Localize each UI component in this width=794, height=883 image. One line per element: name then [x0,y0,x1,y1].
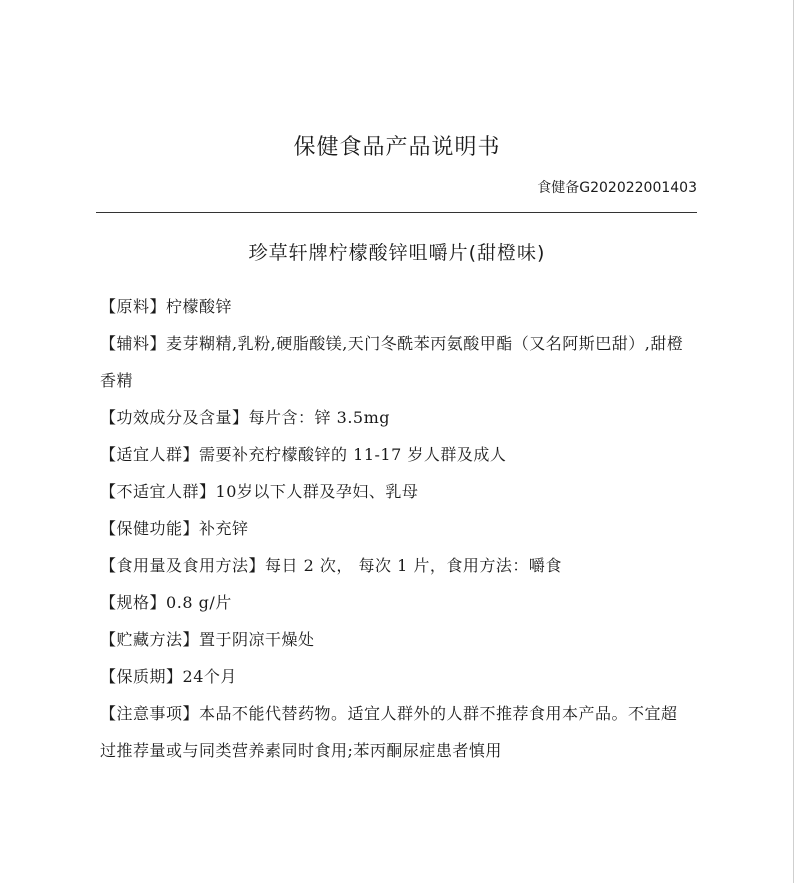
field-value: 0.8 g/片 [166,593,232,612]
field-dosage [100,547,690,584]
field-label: 【 辅料 】 [100,334,166,353]
registration-number: 食健备G202022001403 [537,180,697,196]
field-ingredients [100,288,690,325]
product-name: 珍草轩牌柠檬酸锌咀嚼片(甜橙味) [248,242,546,264]
field-label: 【 功效成分及含量 】 [100,408,249,427]
field-label: 【 保质期 】 [100,667,183,686]
document-title: 保健食品产品说明书 [293,135,501,160]
field-value: 柠檬酸锌 [166,297,233,316]
field-excipients [100,325,690,399]
field-value: 每片含：锌 3.5mg [248,408,390,427]
field-precautions [100,695,690,769]
field-unsuitable-group [100,473,690,510]
field-shelf-life [100,658,690,695]
field-specification [100,584,690,621]
divider-line [96,212,697,213]
field-label: 【 注意事项 】 [100,704,199,723]
field-health-function [100,510,690,547]
field-label: 【 规格 】 [100,593,166,612]
field-list [100,288,690,769]
field-storage [100,621,690,658]
field-suitable-group [100,436,690,473]
field-label: 【 不适宜人群 】 [100,482,216,501]
field-active-content [100,399,690,436]
field-value: 置于阴凉干燥处 [199,630,315,649]
field-label: 【 适宜人群 】 [100,445,199,464]
field-value: 本品不能代替药物。适宜人群外的人群不推荐食用本产品。不宜超过推荐量或与同类营养素同时食用;苯丙酮尿症患者慎用 [100,704,678,760]
field-value: 24个月 [182,667,237,686]
field-label: 【 保健功能 】 [100,519,199,538]
field-label: 【 原料 】 [100,297,166,316]
field-value: 补充锌 [199,519,249,538]
field-value: 10岁以下人群及孕妇、乳母 [215,482,419,501]
field-value: 需要补充柠檬酸锌的 11-17 岁人群及成人 [199,445,507,464]
field-value: 每日 2 次， 每次 1 片，食用方法：嚼食 [265,556,562,575]
field-value: 麦芽糊精,乳粉,硬脂酸镁,天门冬酰苯丙氨酸甲酯（又名阿斯巴甜）,甜橙香精 [100,334,684,390]
field-label: 【 食用量及食用方法 】 [100,556,265,575]
field-label: 【 贮藏方法 】 [100,630,199,649]
